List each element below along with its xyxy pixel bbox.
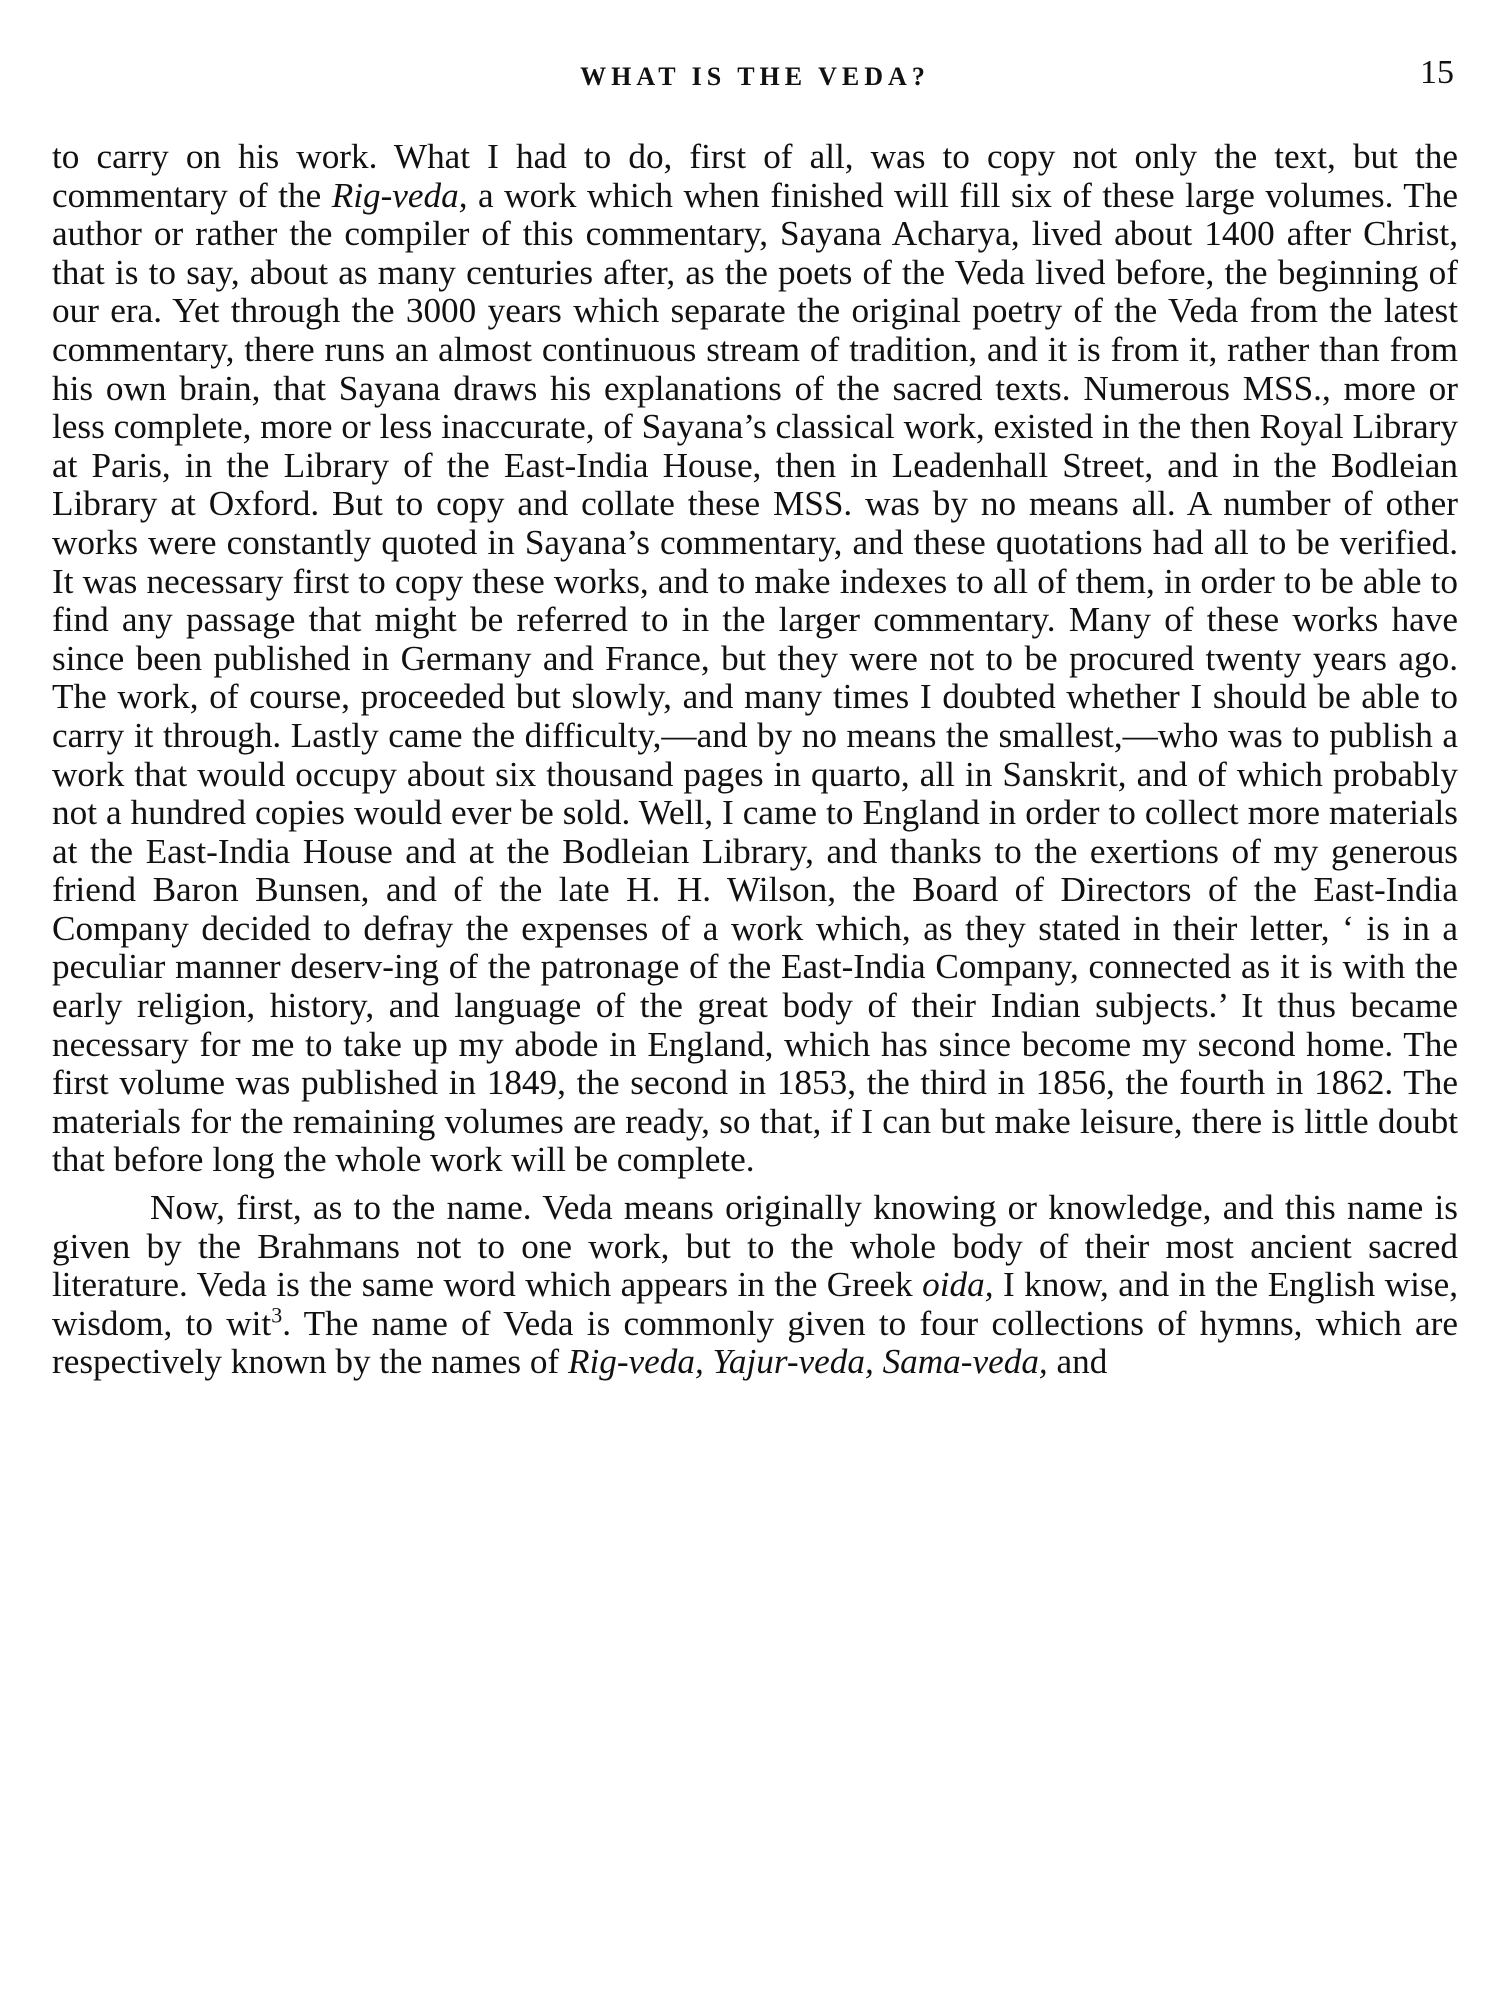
- italic-text: oida,: [922, 1265, 994, 1305]
- text-run: I know, and in the English wise, wisdom, to wit: [52, 1265, 1458, 1343]
- text-run: . The name of Veda is commonly given to four collections of hymns, which are respectively known by the names of: [52, 1303, 1459, 1382]
- italic-text: Rig-veda,: [331, 175, 468, 215]
- running-title: WHAT IS THE VEDA?: [580, 62, 930, 91]
- footnote-marker: 3: [271, 1302, 283, 1328]
- paragraph-1: [52, 138, 1458, 1180]
- paragraph-2: [52, 1189, 1458, 1382]
- text-run: and: [1047, 1342, 1108, 1382]
- page-number: 15: [1420, 54, 1454, 91]
- book-page: [52, 52, 1458, 1972]
- italic-text: Rig-veda, Yajur-veda, Sama-veda,: [567, 1342, 1048, 1382]
- text-run: a work which when finished will fill six of these large volumes. The author or rather the compiler of this commentary, Sayana Acharya, lived about 1400 after Christ, that is to say, about as many centuries after, as the poets of the Veda lived before, the beginning of our era. Yet through the 3000 years which separate the original poetry of the Veda from the latest commentary, there runs an almost continuous stream of tradition, and it is from it, rather than from his own brain, that Sayana draws his explanations of the sacred texts. Numerous MSS., more or less complete, more or less inaccurate, of Sayana’s classical work, existed in the then Royal Library at Paris, in the Library of the East-India House, then in Leadenhall Street, and in the Bodleian Library at Oxford. But to copy and collate these MSS. was by no means all. A number of other works were constantly quoted in Sayana’s commentary, and these quotations had all to be verified. It was necessary first to copy these works, and to make indexes to all of them, in order to be able to find any passage that might be referred to in the larger commentary. Many of these works have since been published in Germany and France, but they were not to be procured twenty years ago. The work, of course, proceeded but slowly, and many times I doubted whether I should be able to carry it through. Lastly came the difficulty,—and by no means the smallest,—who was to publish a work that would occupy about six thousand pages in quarto, all in Sanskrit, and of which probably not a hundred copies would ever be sold. Well, I came to England in order to collect more materials at the East-India House and at the Bodleian Library, and thanks to the exertions of my generous friend Baron Bunsen, and of the late H. H. Wilson, the Board of Directors of the East-India Company decided to defray the expenses of a work which, as they stated in their letter, ‘ is in a peculiar manner deserv-ing of the patronage of the East-India Company, connected as it is with the early religion, history, and language of the great body of their Indian subjects.’ It thus became necessary for me to take up my abode in England, which has since become my second home. The first volume was published in 1849, the second in 1853, the third in 1856, the fourth in 1862. The materials for the remaining volumes are ready, so that, if I can but make leisure, there is little doubt that before long the whole work will be complete.: [52, 175, 1458, 1180]
- text-run: Now, first, as to the name. Veda means originally knowing or knowledge, and this name is given by the Brahmans not to one work, but to the whole body of their most ancient sacred literature. Veda is the same word which appears in the Greek: [52, 1188, 1458, 1305]
- running-head: [52, 52, 1458, 112]
- body-text: [52, 138, 1458, 1382]
- text-run: to carry on his work. What I had to do, first of all, was to copy not only the text, but the commentary of the: [52, 137, 1458, 215]
